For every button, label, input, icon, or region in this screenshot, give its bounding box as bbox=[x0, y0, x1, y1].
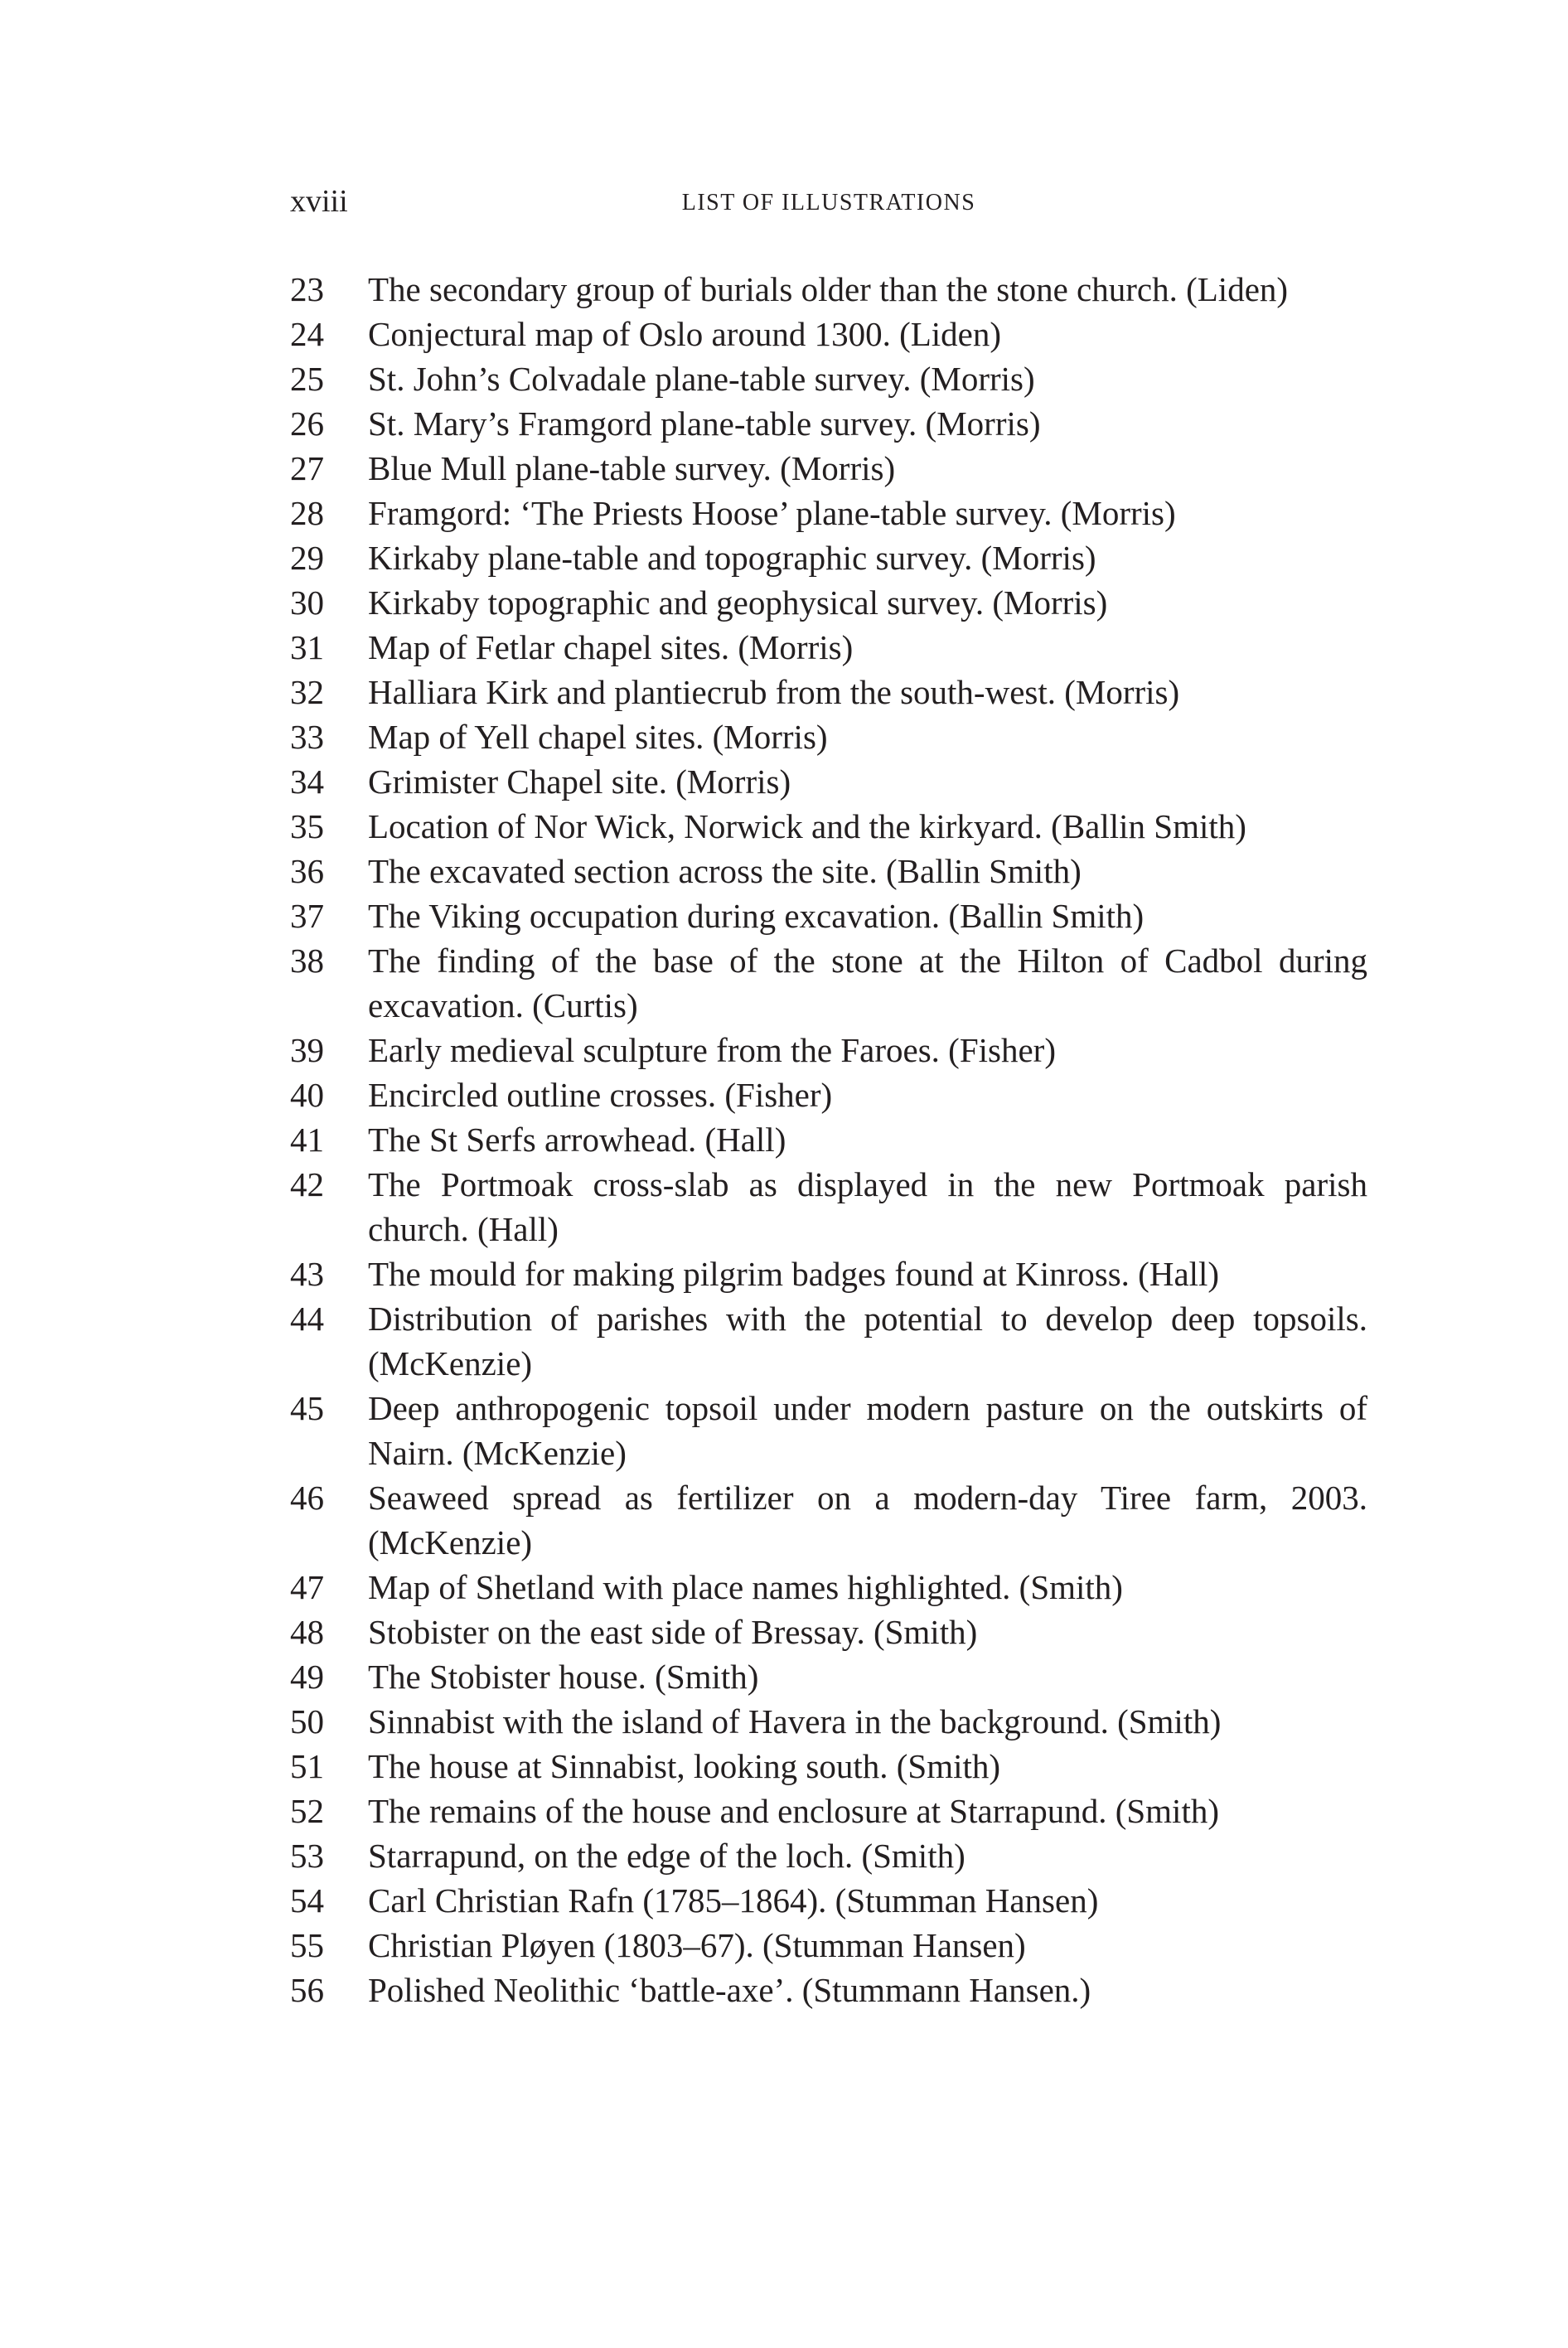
entry-number: 24 bbox=[290, 315, 324, 353]
entry-caption: Stobister on the east side of Bressay. (Smith) bbox=[368, 1613, 978, 1651]
entry-caption: The secondary group of burials older than the stone church. (Liden) bbox=[368, 270, 1289, 308]
entry-caption: Kirkaby plane-table and topographic survey. (Morris) bbox=[368, 539, 1096, 577]
entry-caption: Deep anthropogenic topsoil under modern pasture on the outskirts of Nairn. (McKenzie) bbox=[368, 1389, 1367, 1472]
list-item bbox=[290, 1654, 1367, 1699]
list-item bbox=[290, 893, 1367, 938]
entry-number: 38 bbox=[290, 942, 324, 980]
entry-number: 29 bbox=[290, 539, 324, 577]
list-item bbox=[290, 1028, 1367, 1072]
entry-number: 42 bbox=[290, 1165, 324, 1203]
entry-caption: The Portmoak cross-slab as displayed in the new Portmoak parish church. (Hall) bbox=[368, 1165, 1367, 1248]
entry-number: 28 bbox=[290, 494, 324, 532]
entry-number: 52 bbox=[290, 1792, 324, 1830]
entry-number: 46 bbox=[290, 1479, 324, 1517]
entry-caption: The finding of the base of the stone at the Hilton of Cadbol during excavation. (Curtis) bbox=[368, 942, 1367, 1024]
list-item bbox=[290, 267, 1367, 312]
entry-number: 56 bbox=[290, 1971, 324, 2009]
entry-caption: Christian Pløyen (1803–67). (Stumman Hansen) bbox=[368, 1926, 1026, 1964]
list-item bbox=[290, 1968, 1367, 2012]
list-item bbox=[290, 1610, 1367, 1654]
list-item bbox=[290, 1251, 1367, 1296]
list-item bbox=[290, 1162, 1367, 1251]
entry-number: 44 bbox=[290, 1300, 324, 1338]
entry-caption: Kirkaby topographic and geophysical survey. (Morris) bbox=[368, 583, 1108, 622]
list-item bbox=[290, 1833, 1367, 1878]
entry-number: 31 bbox=[290, 628, 324, 666]
entry-caption: Blue Mull plane-table survey. (Morris) bbox=[368, 449, 896, 487]
entry-number: 33 bbox=[290, 718, 324, 756]
entry-caption: The excavated section across the site. (Ballin Smith) bbox=[368, 852, 1082, 890]
list-item bbox=[290, 670, 1367, 714]
entry-caption: The mould for making pilgrim badges found at Kinross. (Hall) bbox=[368, 1255, 1220, 1293]
running-title: LIST OF ILLUSTRATIONS bbox=[681, 190, 976, 215]
entry-caption: Map of Yell chapel sites. (Morris) bbox=[368, 718, 828, 756]
entry-number: 25 bbox=[290, 360, 324, 398]
entry-number: 37 bbox=[290, 897, 324, 935]
entry-caption: Distribution of parishes with the potential to develop deep topsoils. (McKenzie) bbox=[368, 1300, 1367, 1382]
entry-caption: Carl Christian Rafn (1785–1864). (Stumman Hansen) bbox=[368, 1881, 1099, 1920]
entry-caption: Conjectural map of Oslo around 1300. (Liden) bbox=[368, 315, 1002, 353]
entry-number: 53 bbox=[290, 1837, 324, 1875]
entry-caption: Location of Nor Wick, Norwick and the kirkyard. (Ballin Smith) bbox=[368, 807, 1246, 845]
list-item bbox=[290, 1117, 1367, 1162]
list-item bbox=[290, 1699, 1367, 1744]
entry-number: 35 bbox=[290, 807, 324, 845]
list-item bbox=[290, 446, 1367, 491]
entry-caption: The St Serfs arrowhead. (Hall) bbox=[368, 1121, 786, 1159]
entry-number: 39 bbox=[290, 1031, 324, 1069]
list-item bbox=[290, 401, 1367, 446]
entry-caption: Starrapund, on the edge of the loch. (Smith) bbox=[368, 1837, 965, 1875]
entry-caption: The Viking occupation during excavation. (Ballin Smith) bbox=[368, 897, 1145, 935]
entry-caption: Encircled outline crosses. (Fisher) bbox=[368, 1076, 833, 1114]
entry-caption: The house at Sinnabist, looking south. (Smith) bbox=[368, 1747, 1001, 1785]
entry-number: 32 bbox=[290, 673, 324, 711]
list-item bbox=[290, 1386, 1367, 1475]
entry-number: 34 bbox=[290, 762, 324, 801]
list-item bbox=[290, 1789, 1367, 1833]
entry-number: 45 bbox=[290, 1389, 324, 1427]
entry-number: 26 bbox=[290, 404, 324, 443]
entry-caption: St. John’s Colvadale plane-table survey. (Morris) bbox=[368, 360, 1035, 398]
list-item bbox=[290, 580, 1367, 625]
entry-number: 23 bbox=[290, 270, 324, 308]
list-item bbox=[290, 759, 1367, 804]
list-item bbox=[290, 804, 1367, 849]
list-item bbox=[290, 1475, 1367, 1565]
entry-number: 36 bbox=[290, 852, 324, 890]
entry-number: 43 bbox=[290, 1255, 324, 1293]
entry-number: 54 bbox=[290, 1881, 324, 1920]
entry-caption: St. Mary’s Framgord plane-table survey. (Morris) bbox=[368, 404, 1041, 443]
entry-number: 49 bbox=[290, 1658, 324, 1696]
entry-number: 47 bbox=[290, 1568, 324, 1606]
list-item bbox=[290, 491, 1367, 535]
illustration-list bbox=[290, 267, 1367, 2012]
entry-caption: The Stobister house. (Smith) bbox=[368, 1658, 759, 1696]
entry-caption: Polished Neolithic ‘battle-axe’. (Stummann Hansen.) bbox=[368, 1971, 1091, 2009]
list-item bbox=[290, 1923, 1367, 1968]
list-item bbox=[290, 714, 1367, 759]
page-number: xviii bbox=[290, 184, 348, 219]
entry-caption: Map of Shetland with place names highlighted. (Smith) bbox=[368, 1568, 1123, 1606]
entry-caption: Halliara Kirk and plantiecrub from the south-west. (Morris) bbox=[368, 673, 1180, 711]
list-item bbox=[290, 625, 1367, 670]
entry-caption: Map of Fetlar chapel sites. (Morris) bbox=[368, 628, 854, 666]
list-item bbox=[290, 1072, 1367, 1117]
entry-caption: Framgord: ‘The Priests Hoose’ plane-table survey. (Morris) bbox=[368, 494, 1176, 532]
entry-number: 30 bbox=[290, 583, 324, 622]
list-item bbox=[290, 1296, 1367, 1386]
list-item bbox=[290, 312, 1367, 356]
entry-caption: Grimister Chapel site. (Morris) bbox=[368, 762, 791, 801]
entry-caption: Seaweed spread as fertilizer on a modern-day Tiree farm, 2003. (McKenzie) bbox=[368, 1479, 1367, 1561]
entry-caption: Early medieval sculpture from the Faroes. (Fisher) bbox=[368, 1031, 1056, 1069]
entry-number: 40 bbox=[290, 1076, 324, 1114]
entry-number: 27 bbox=[290, 449, 324, 487]
list-item bbox=[290, 356, 1367, 401]
list-item bbox=[290, 849, 1367, 893]
entry-number: 51 bbox=[290, 1747, 324, 1785]
list-item bbox=[290, 1878, 1367, 1923]
entry-caption: The remains of the house and enclosure at Starrapund. (Smith) bbox=[368, 1792, 1219, 1830]
list-item bbox=[290, 535, 1367, 580]
list-item bbox=[290, 1744, 1367, 1789]
running-head bbox=[290, 181, 1367, 230]
entry-number: 55 bbox=[290, 1926, 324, 1964]
entry-number: 50 bbox=[290, 1702, 324, 1740]
entry-caption: Sinnabist with the island of Havera in the background. (Smith) bbox=[368, 1702, 1222, 1740]
list-item bbox=[290, 938, 1367, 1028]
entry-number: 48 bbox=[290, 1613, 324, 1651]
entry-number: 41 bbox=[290, 1121, 324, 1159]
list-item bbox=[290, 1565, 1367, 1610]
